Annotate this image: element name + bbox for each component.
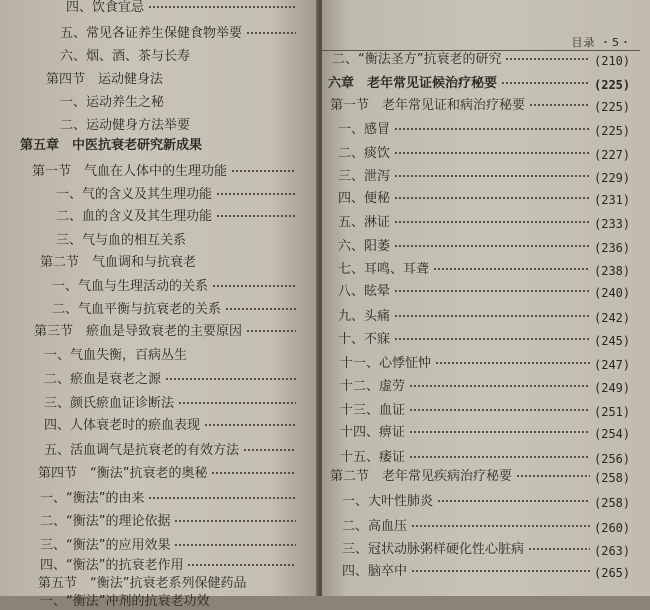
toc-entry-left xyxy=(40,538,170,554)
toc-entry-right xyxy=(330,98,642,114)
toc-entry-label: 六章 老年常见证候治疗秘要 xyxy=(328,76,498,91)
dot-leader xyxy=(516,475,590,477)
dot-leader xyxy=(437,500,590,502)
toc-entry-left xyxy=(44,418,200,434)
toc-entry-label: 三、“衡法”的应用效果 xyxy=(40,538,171,553)
dot-leader xyxy=(165,378,296,380)
toc-page-number: (210) xyxy=(594,54,631,68)
toc-entry-left xyxy=(20,138,202,154)
toc-entry-left xyxy=(38,466,207,482)
toc-entry-right xyxy=(338,169,642,185)
toc-entry-right xyxy=(328,76,642,92)
dot-leader xyxy=(216,215,296,217)
toc-entry-label: 二、运动健身方法举要 xyxy=(60,118,191,133)
toc-entry-label: 四、饮食宜忌 xyxy=(66,0,145,15)
toc-page-number: (245) xyxy=(594,334,631,348)
toc-entry-label: 一、气的含义及其生理功能 xyxy=(56,187,213,202)
toc-entry-label: 十四、痹证 xyxy=(340,425,406,440)
dot-leader xyxy=(148,497,296,499)
toc-entry-right xyxy=(338,262,642,278)
toc-entry-label: 六、烟、酒、茶与长寿 xyxy=(60,49,191,64)
dot-leader xyxy=(246,330,296,332)
toc-entry-left xyxy=(40,514,170,530)
dot-leader xyxy=(225,308,296,310)
toc-entry-label: 二、气血平衡与抗衰老的关系 xyxy=(52,302,222,317)
toc-page-number: (260) xyxy=(594,521,631,535)
toc-entry-right xyxy=(338,309,642,325)
toc-page-number: (258) xyxy=(594,496,631,510)
toc-entry-right xyxy=(340,379,642,395)
toc-page-number: (251) xyxy=(594,405,631,419)
header-rule xyxy=(322,50,640,51)
toc-entry-right xyxy=(342,494,642,510)
dot-leader xyxy=(204,424,296,426)
toc-entry-right xyxy=(338,191,642,207)
dot-leader xyxy=(246,32,296,34)
toc-entry-label: 四、“衡法”的抗衰老作用 xyxy=(40,558,184,573)
toc-entry-left xyxy=(44,372,161,388)
dot-leader xyxy=(178,402,296,404)
dot-leader xyxy=(243,449,296,451)
toc-page-number: (247) xyxy=(594,358,631,372)
toc-entry-left xyxy=(52,302,221,318)
toc-entry-label: 第五节 “衡法”抗衰老系列保健药品 xyxy=(38,576,247,591)
toc-page-number: (254) xyxy=(594,427,631,441)
toc-entry-label: 五、淋证 xyxy=(338,215,391,230)
toc-entry-left xyxy=(60,26,242,42)
toc-entry-left xyxy=(38,576,246,592)
toc-entry-label: 十二、虚劳 xyxy=(340,379,406,394)
toc-entry-left xyxy=(46,72,163,88)
dot-leader xyxy=(435,362,590,364)
toc-page-number: (240) xyxy=(594,286,631,300)
dot-leader xyxy=(411,570,590,572)
dot-leader xyxy=(433,268,590,270)
toc-entry-label: 二、痰饮 xyxy=(338,146,391,161)
toc-entry-label: 第四节 “衡法”抗衰老的奥秘 xyxy=(38,466,208,481)
dot-leader xyxy=(394,175,590,177)
toc-entry-left xyxy=(52,279,208,295)
toc-entry-label: 十五、痿证 xyxy=(340,450,406,465)
toc-entry-label: 二、“衡法”的理论依据 xyxy=(40,514,171,529)
toc-entry-label: 三、冠状动脉粥样硬化性心脏病 xyxy=(342,542,525,557)
left-page xyxy=(0,0,318,609)
dot-leader xyxy=(394,128,590,130)
dot-leader xyxy=(212,285,296,287)
dot-leader xyxy=(411,525,590,527)
toc-entry-left xyxy=(44,396,174,412)
dot-leader xyxy=(394,197,590,199)
toc-entry-right xyxy=(342,519,642,535)
toc-page-number: (225) xyxy=(594,100,631,114)
toc-entry-left xyxy=(66,0,144,16)
toc-entry-label: 五、活血调气是抗衰老的有效方法 xyxy=(44,443,240,458)
toc-entry-label: 一、大叶性肺炎 xyxy=(342,494,434,509)
toc-entry-left xyxy=(40,594,209,610)
toc-page-number: (258) xyxy=(594,471,631,485)
toc-entry-label: 六、阳萎 xyxy=(338,239,391,254)
toc-page-number: (231) xyxy=(594,193,631,207)
toc-entry-label: 二、高血压 xyxy=(342,519,408,534)
dot-leader xyxy=(409,385,590,387)
toc-page-number: (242) xyxy=(594,311,631,325)
dot-leader xyxy=(394,338,590,340)
toc-entry-left xyxy=(44,348,187,364)
toc-entry-left xyxy=(56,187,212,203)
toc-entry-label: 十一、心悸怔忡 xyxy=(340,356,432,371)
toc-entry-label: 十三、血证 xyxy=(340,403,406,418)
toc-entry-label: 第四节 运动健身法 xyxy=(46,72,164,87)
toc-entry-right xyxy=(342,564,642,580)
toc-entry-label: 第一节 气血在人体中的生理功能 xyxy=(32,164,228,179)
toc-entry-left xyxy=(34,324,242,340)
toc-entry-label: 第二节 老年常见疾病治疗秘要 xyxy=(330,469,513,484)
toc-entry-label: 三、泄泻 xyxy=(338,169,391,184)
toc-entry-label: 第五章 中医抗衰老研究新成果 xyxy=(20,138,203,153)
dot-leader xyxy=(409,456,590,458)
toc-page-number: (256) xyxy=(594,452,631,466)
dot-leader xyxy=(409,409,590,411)
dot-leader xyxy=(394,245,590,247)
toc-entry-label: 二、血的含义及其生理功能 xyxy=(56,209,213,224)
toc-entry-label: 四、便秘 xyxy=(338,191,391,206)
dot-leader xyxy=(394,221,590,223)
toc-entry-label: 一、气血与生理活动的关系 xyxy=(52,279,209,294)
toc-entry-label: 二、“衡法圣方”抗衰老的研究 xyxy=(332,52,502,67)
toc-entry-label: 一、“衡法”的由来 xyxy=(40,491,145,506)
toc-page-number: (236) xyxy=(594,241,631,255)
toc-entry-label: 七、耳鸣、耳聋 xyxy=(338,262,430,277)
toc-entry-label: 一、“衡法”冲剂的抗衰老功效 xyxy=(40,594,210,609)
dot-leader xyxy=(216,193,296,195)
toc-page-number: (229) xyxy=(594,171,631,185)
toc-entry-label: 四、脑卒中 xyxy=(342,564,408,579)
dot-leader xyxy=(174,544,296,546)
toc-entry-label: 三、颜氏瘀血证诊断法 xyxy=(44,396,175,411)
toc-entry-label: 第三节 瘀血是导致衰老的主要原因 xyxy=(34,324,243,339)
dot-leader xyxy=(211,472,296,474)
dot-leader xyxy=(529,104,590,106)
toc-entry-label: 九、头痛 xyxy=(338,309,391,324)
toc-entry-label: 一、运动养生之秘 xyxy=(60,95,165,110)
toc-entry-left xyxy=(56,209,212,225)
toc-entry-right xyxy=(340,425,642,441)
toc-entry-label: 一、感冒 xyxy=(338,122,391,137)
dot-leader xyxy=(394,315,590,317)
toc-entry-right xyxy=(338,284,642,300)
right-page xyxy=(322,0,650,596)
toc-entry-left xyxy=(60,95,164,111)
toc-entry-left xyxy=(44,443,239,459)
toc-entry-left xyxy=(56,233,186,249)
toc-entry-right xyxy=(338,146,642,162)
toc-entry-label: 八、眩晕 xyxy=(338,284,391,299)
toc-entry-label: 五、常见各证养生保健食物举要 xyxy=(60,26,243,41)
toc-entry-right xyxy=(338,239,642,255)
toc-entry-right xyxy=(338,215,642,231)
toc-entry-left xyxy=(40,558,183,574)
toc-entry-label: 一、气血失衡，百病丛生 xyxy=(44,348,188,363)
toc-entry-right xyxy=(340,450,642,466)
dot-leader xyxy=(394,290,590,292)
toc-entry-label: 二、瘀血是衰老之源 xyxy=(44,372,162,387)
toc-entry-right xyxy=(338,122,642,138)
toc-page-number: (249) xyxy=(594,381,631,395)
toc-entry-left xyxy=(32,164,227,180)
toc-entry-label: 三、气与血的相互关系 xyxy=(56,233,187,248)
running-head: 目录 ・5・ xyxy=(571,36,632,49)
toc-entry-right xyxy=(332,52,642,68)
toc-page-number: (227) xyxy=(594,148,631,162)
toc-page-number: (238) xyxy=(594,264,631,278)
dot-leader xyxy=(187,564,296,566)
toc-entry-label: 四、人体衰老时的瘀血表现 xyxy=(44,418,201,433)
toc-page-number: (263) xyxy=(594,544,631,558)
toc-entry-label: 第一节 老年常见证和病治疗秘要 xyxy=(330,98,526,113)
toc-entry-left xyxy=(60,49,190,65)
toc-entry-label: 第二节 气血调和与抗衰老 xyxy=(40,255,197,270)
toc-entry-right xyxy=(330,469,642,485)
toc-entry-left xyxy=(40,491,144,507)
dot-leader xyxy=(174,520,296,522)
toc-entry-right xyxy=(340,356,642,372)
dot-leader xyxy=(409,431,590,433)
dot-leader xyxy=(528,548,590,550)
dot-leader xyxy=(231,170,296,172)
toc-page-number: (225) xyxy=(594,124,631,138)
dot-leader xyxy=(148,6,296,8)
dot-leader xyxy=(505,58,590,60)
toc-entry-right xyxy=(338,332,642,348)
dot-leader xyxy=(501,82,590,84)
toc-entry-right xyxy=(340,403,642,419)
toc-page-number: (233) xyxy=(594,217,631,231)
toc-entry-label: 十、不寐 xyxy=(338,332,391,347)
dot-leader xyxy=(394,152,590,154)
toc-entry-right xyxy=(342,542,642,558)
toc-entry-left xyxy=(40,255,196,271)
toc-entry-left xyxy=(60,118,190,134)
toc-page-number: (225) xyxy=(594,78,631,92)
toc-page-number: (265) xyxy=(594,566,631,580)
